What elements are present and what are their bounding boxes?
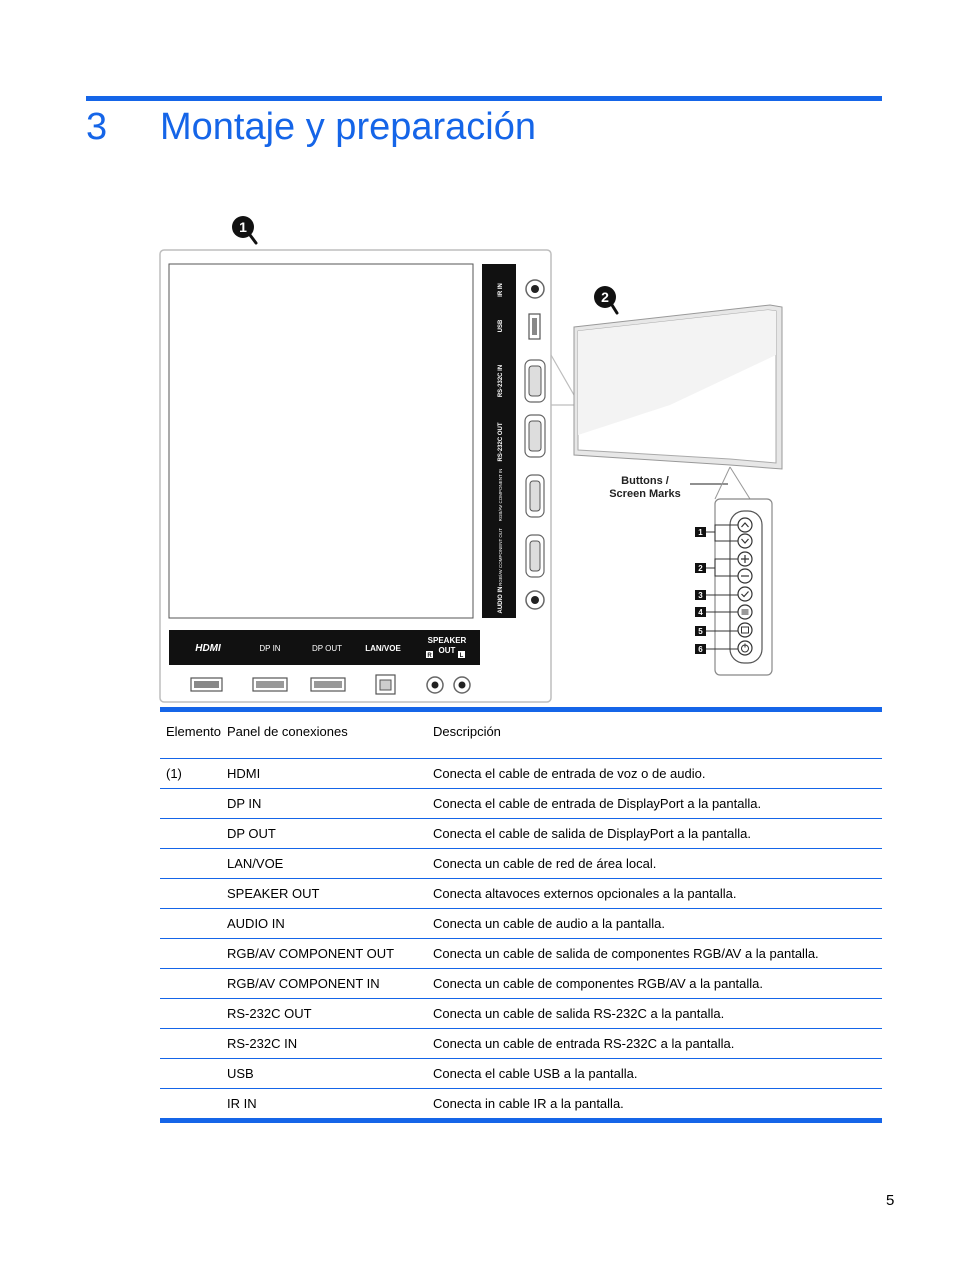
cell-description: Conecta un cable de entrada RS-232C a la pantalla. (433, 1036, 735, 1051)
dp-in-port-icon (253, 678, 287, 691)
cell-description: Conecta el cable de salida de DisplayPort a la pantalla. (433, 826, 751, 841)
table-row (160, 879, 882, 909)
cell-description: Conecta un cable de audio a la pantalla. (433, 916, 666, 931)
cell-description: Conecta un cable de red de área local. (433, 856, 657, 871)
button-menu-icon (738, 605, 752, 619)
port-label-lan: LAN/VOE (365, 644, 401, 653)
page-number: 5 (886, 1192, 895, 1209)
button-up-icon (738, 518, 752, 532)
cell-panel: RS-232C OUT (227, 1006, 312, 1021)
port-label-hdmi: HDMI (195, 643, 221, 654)
cell-panel: RS-232C IN (227, 1036, 298, 1051)
port-label-rgb-out: RGB/AV COMPONENT OUT (498, 528, 503, 586)
button-number-3: 3 (698, 591, 703, 600)
table-header-row (160, 712, 882, 759)
callout-2-label: 2 (601, 289, 609, 305)
table-row (160, 759, 882, 789)
rs232c-out-port-icon (525, 415, 545, 457)
cell-description: Conecta el cable de entrada de DisplayPort a la pantalla. (433, 796, 762, 811)
chapter-title: Montaje y preparación (160, 106, 536, 148)
buttons-label-line1: Buttons / (621, 475, 669, 487)
port-label-rs232c-in: RS-232C IN (498, 364, 504, 398)
button-plus-icon (738, 552, 752, 566)
cell-description: Conecta el cable de entrada de voz o de audio. (433, 766, 706, 781)
port-label-speaker-out: OUT (438, 646, 456, 655)
connections-table (160, 707, 882, 1123)
port-label-dp-in: DP IN (259, 644, 281, 653)
cell-panel: AUDIO IN (227, 916, 285, 931)
cell-description: Conecta altavoces externos opcionales a la pantalla. (433, 886, 737, 901)
header-panel: Panel de conexiones (227, 724, 348, 739)
rear-panel-inner (169, 264, 473, 618)
button-ok-icon (738, 587, 752, 601)
cell-panel: SPEAKER OUT (227, 886, 320, 901)
connection-diagram (150, 205, 790, 710)
callout-1-icon (232, 216, 256, 243)
ir-in-jack-icon (526, 280, 544, 298)
port-label-dp-out: DP OUT (311, 644, 343, 653)
chapter-rule (86, 96, 882, 101)
port-label-rgb-in: RGB/AV COMPONENT IN (498, 468, 503, 522)
port-label-usb: USB (498, 319, 504, 333)
table-row (160, 1029, 882, 1059)
speaker-r-label: R (427, 653, 432, 659)
cell-panel: DP IN (227, 796, 262, 811)
chapter-number: 3 (86, 106, 108, 148)
cell-description: Conecta el cable USB a la pantalla. (433, 1066, 638, 1081)
rgb-out-port-icon (526, 535, 544, 577)
hdmi-port-icon (191, 678, 222, 691)
table-row (160, 819, 882, 849)
speaker-r-jack-icon (427, 677, 443, 693)
cell-panel: USB (227, 1066, 254, 1081)
table-row (160, 1059, 882, 1089)
cell-description: Conecta un cable de salida RS-232C a la pantalla. (433, 1006, 725, 1021)
button-down-icon (738, 534, 752, 548)
table-row (160, 849, 882, 879)
callout-2-icon (594, 286, 617, 313)
rgb-in-port-icon (526, 475, 544, 517)
usb-port-icon (529, 314, 540, 339)
button-number-6: 6 (698, 645, 703, 654)
table-row (160, 939, 882, 969)
port-label-speaker: SPEAKER (427, 636, 467, 645)
speaker-l-label: L (459, 653, 464, 659)
port-label-rs232c-out: RS-232C OUT (498, 422, 504, 462)
button-power-icon (738, 641, 752, 655)
button-number-5: 5 (698, 627, 703, 636)
port-label-ir-in: IR IN (498, 283, 504, 297)
table-row (160, 1089, 882, 1118)
button-number-2: 2 (698, 564, 703, 573)
display-front-icon (574, 305, 782, 469)
cell-panel: IR IN (227, 1096, 257, 1111)
button-minus-icon (738, 569, 752, 583)
cell-description: Conecta un cable de componentes RGB/AV a la pantalla. (433, 976, 764, 991)
button-number-4: 4 (698, 608, 703, 617)
cell-element: (1) (166, 766, 182, 781)
header-element: Elemento (166, 724, 221, 739)
cell-panel: LAN/VOE (227, 856, 284, 871)
table-row (160, 969, 882, 999)
port-label-audio-in: AUDIO IN (498, 586, 504, 614)
cell-panel: HDMI (227, 766, 261, 781)
button-number-1: 1 (698, 528, 703, 537)
cell-panel: RGB/AV COMPONENT IN (227, 976, 380, 991)
cell-panel: DP OUT (227, 826, 276, 841)
cell-description: Conecta in cable IR a la pantalla. (433, 1096, 624, 1111)
cell-description: Conecta un cable de salida de componentes RGB/AV a la pantalla. (433, 946, 819, 961)
cell-panel: RGB/AV COMPONENT OUT (227, 946, 395, 961)
table-row (160, 789, 882, 819)
header-description: Descripción (433, 724, 501, 739)
speaker-l-jack-icon (454, 677, 470, 693)
lan-port-icon (376, 675, 395, 694)
table-row (160, 909, 882, 939)
dp-out-port-icon (311, 678, 345, 691)
button-input-icon (738, 623, 752, 637)
callout-1-label: 1 (239, 219, 247, 235)
audio-in-jack-icon (526, 591, 544, 609)
table-row (160, 999, 882, 1029)
rs232c-in-port-icon (525, 360, 545, 402)
buttons-label-line2: Screen Marks (609, 488, 681, 500)
